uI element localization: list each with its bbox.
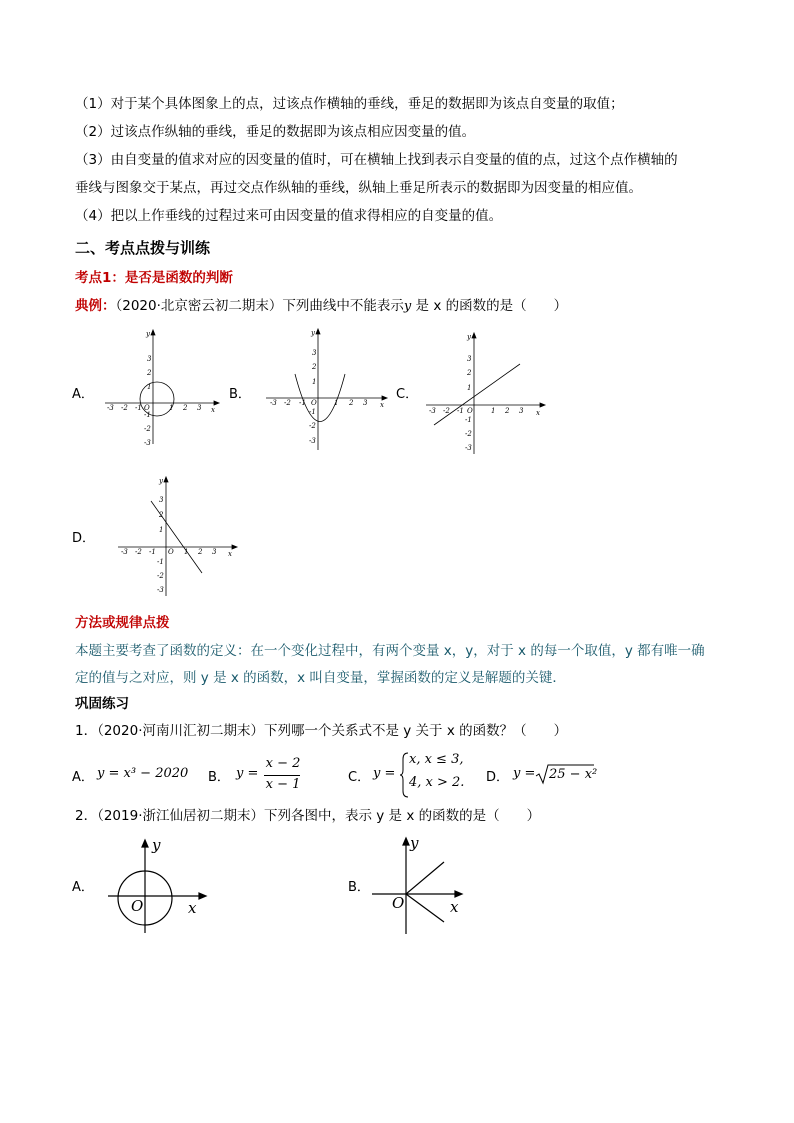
tick-y-3: 3 (467, 355, 472, 363)
question-2: 2．（2019·浙江仙居初二期末）下列各图中，表示 y 是 x 的函数的是（ ） (75, 808, 541, 824)
summary-item-3-line2: 垂线与图象交于某点，再过交点作纵轴的垂线，纵轴上垂足所表示的数据即为因变量的相应值。 (75, 180, 642, 196)
tick-y-neg1: -1 (309, 408, 316, 416)
x-axis-label: x (450, 898, 459, 916)
tick-y-neg2: -2 (309, 422, 316, 430)
option-a-label: A． (72, 387, 94, 402)
q1-option-b-lhs: y = (236, 766, 259, 781)
tick-x-neg2: -2 (443, 407, 450, 415)
y-axis-label: y (152, 836, 161, 854)
x-axis-label: x (228, 550, 232, 558)
tick-y-2: 2 (159, 511, 164, 519)
x-axis-label: x (188, 899, 197, 917)
tick-y-neg1: -1 (144, 411, 151, 419)
origin-label: O (144, 404, 150, 412)
tick-x-2: 2 (183, 404, 188, 412)
q1-option-d-radicand: 25 − x² (549, 767, 598, 782)
example-var-x: x (433, 298, 442, 314)
kaodian-title: 考点1：是否是函数的判断 (75, 270, 233, 286)
q1-option-b-numerator: x − 2 (265, 756, 301, 771)
tick-x-neg1: -1 (149, 548, 156, 556)
q1-option-c-case-1: x, x ≤ 3, (409, 752, 464, 767)
tick-y-1: 1 (159, 526, 164, 534)
graph-a-ticks (107, 330, 215, 447)
q1-option-c-case-2: 4, x > 2. (409, 775, 465, 790)
tick-x-1: 1 (184, 548, 189, 556)
example-mid: 是 (411, 298, 434, 314)
tick-y-neg3: -3 (309, 437, 316, 445)
summary-item-2: （2）过该点作纵轴的垂线，垂足的数据即为该点相应因变量的值。 (75, 124, 476, 140)
tick-y-neg2: -2 (157, 572, 164, 580)
section-title: 二、考点点拨与训练 (75, 239, 211, 257)
tick-y-neg3: -3 (157, 586, 164, 594)
y-axis-label: y (146, 330, 150, 338)
q1-option-d-lhs: y = (513, 766, 536, 781)
x-axis-label: x (211, 406, 215, 414)
tick-x-neg3: -3 (107, 404, 114, 412)
q1-option-a-label: A． (72, 770, 94, 785)
q2-graph-b (368, 834, 468, 936)
summary-item-1: （1）对于某个具体图象上的点，过该点作横轴的垂线，垂足的数据即为该点自变量的取值； (75, 96, 624, 112)
tick-y-3: 3 (147, 355, 152, 363)
tick-x-2: 2 (198, 548, 203, 556)
tick-x-2: 2 (505, 407, 510, 415)
graph-d-line (114, 474, 244, 600)
example-source: （2020·北京密云初二期末）下列曲线中不能表示 (115, 298, 404, 314)
tick-x-3: 3 (197, 404, 202, 412)
tick-x-3: 3 (212, 548, 217, 556)
option-b-label: B． (229, 387, 251, 402)
tick-y-neg3: -3 (465, 444, 472, 452)
origin-label: O (168, 548, 174, 556)
option-c-label: C． (396, 387, 419, 402)
tick-y-2: 2 (467, 369, 472, 377)
tick-x-3: 3 (519, 407, 524, 415)
tick-y-2: 2 (312, 363, 317, 371)
summary-item-4: （4）把以上作垂线的过程过来可由因变量的值求得相应的自变量的值。 (75, 208, 503, 224)
x-axis-label: x (380, 401, 384, 409)
tick-x-1: 1 (169, 404, 174, 412)
q1-option-c-label: C． (348, 770, 371, 785)
tick-x-neg2: -2 (135, 548, 142, 556)
tick-x-neg3: -3 (429, 407, 436, 415)
tick-y-neg2: -2 (465, 430, 472, 438)
q2-option-a-label: A． (72, 880, 94, 895)
example-question (75, 296, 567, 317)
tick-x-neg3: -3 (270, 399, 277, 407)
tick-y-1: 1 (312, 378, 317, 386)
origin-label: O (467, 407, 473, 415)
graph-c-line (422, 330, 552, 458)
tick-y-neg1: -1 (157, 558, 164, 566)
graph-a-circle (100, 326, 225, 450)
tick-x-neg1: -1 (299, 399, 306, 407)
tick-x-3: 3 (363, 399, 368, 407)
q1-option-b-denominator: x − 1 (265, 777, 301, 792)
tick-x-2: 2 (349, 399, 354, 407)
tick-y-2: 2 (147, 369, 152, 377)
tick-x-neg2: -2 (121, 404, 128, 412)
q2-option-b-label: B． (348, 880, 370, 895)
tick-y-3: 3 (159, 496, 164, 504)
tick-y-1: 1 (147, 383, 152, 391)
method-line-2: 定的值与之对应，则 y 是 x 的函数，x 叫自变量，掌握函数的定义是解题的关键． (75, 670, 566, 686)
tick-y-1: 1 (467, 384, 472, 392)
origin-label: O (131, 897, 144, 915)
q1-option-b-label: B． (208, 770, 230, 785)
q1-option-b-fraction-bar (264, 775, 300, 776)
summary-item-3-line1: （3）由自变量的值求对应的因变量的值时，可在横轴上找到表示自变量的值的点，过这个点作横轴的 (75, 152, 678, 168)
example-label: 典例： (75, 298, 116, 314)
option-d-label: D． (72, 531, 96, 546)
example-var-y: y (403, 299, 412, 314)
q1-option-c-lhs: y = (373, 766, 396, 781)
method-line-1: 本题主要考查了函数的定义：在一个变化过程中，有两个变量 x，y，对于 x 的每一个取值，y 都有唯一确 (75, 643, 705, 659)
tick-x-1: 1 (334, 399, 339, 407)
tick-y-3: 3 (312, 349, 317, 357)
question-1: 1．（2020·河南川汇初二期末）下列哪一个关系式不是 y 关于 x 的函数？（ ） (75, 723, 568, 739)
tick-x-neg1: -1 (135, 404, 142, 412)
tick-x-neg2: -2 (284, 399, 291, 407)
tick-y-neg2: -2 (144, 425, 151, 433)
origin-label: O (392, 894, 405, 912)
graph-b-parabola (262, 326, 392, 454)
tick-y-neg3: -3 (144, 439, 151, 447)
y-axis-label: y (159, 477, 163, 485)
example-tail: 的函数的是（ ） (441, 298, 568, 314)
tick-x-neg1: -1 (457, 407, 464, 415)
tick-y-neg1: -1 (465, 416, 472, 424)
y-axis-label: y (311, 329, 315, 337)
tick-x-neg3: -3 (121, 548, 128, 556)
q1-option-d-label: D． (486, 770, 510, 785)
y-axis-label: y (467, 333, 471, 341)
q1-option-a-expr: y = x³ − 2020 (97, 766, 189, 781)
practice-title: 巩固练习 (75, 696, 129, 712)
origin-label: O (311, 399, 317, 407)
tick-x-1: 1 (491, 407, 496, 415)
q1-option-c-brace (399, 752, 409, 798)
method-title: 方法或规律点拨 (75, 615, 170, 631)
y-axis-label: y (410, 834, 419, 852)
x-axis-label: x (536, 409, 540, 417)
q2-graph-a (100, 836, 210, 936)
